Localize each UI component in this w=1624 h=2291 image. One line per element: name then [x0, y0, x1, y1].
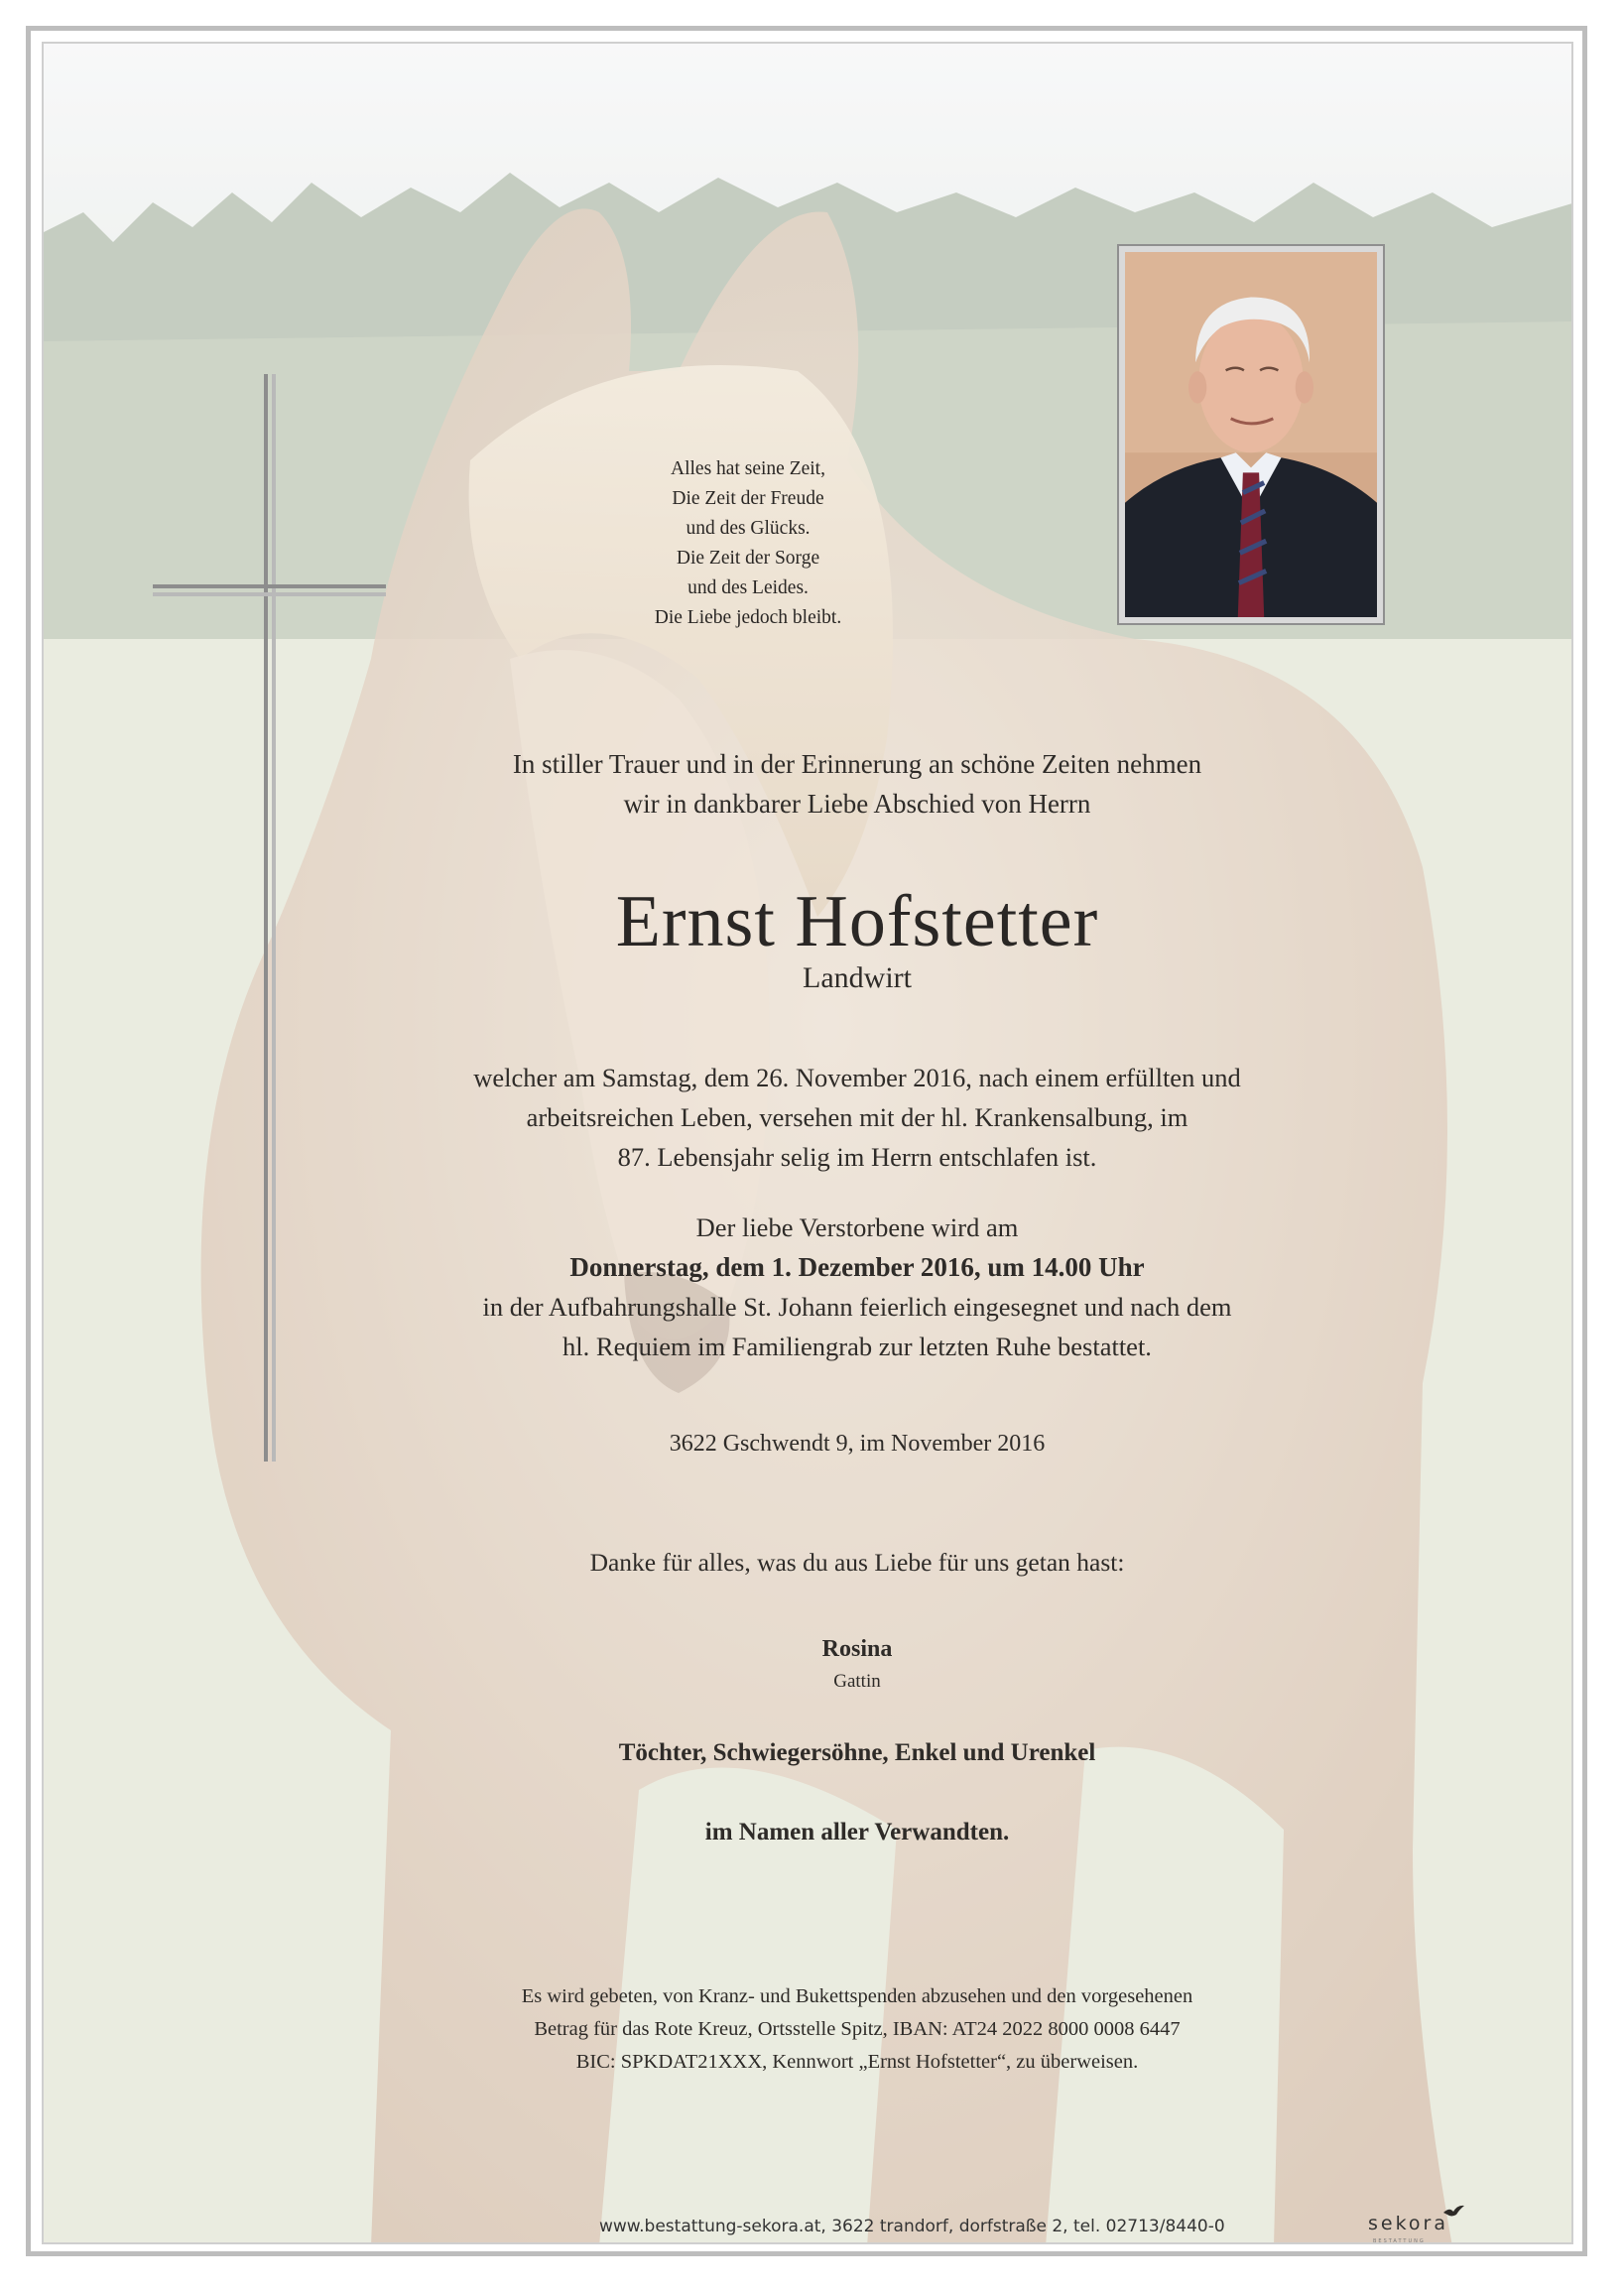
donation-request	[341, 1980, 1373, 2079]
poem-line: und des Leides.	[687, 577, 809, 598]
thanks-line: Danke für alles, was du aus Liebe für uns getan hast:	[589, 1548, 1125, 1577]
sekora-logo: sekora	[1368, 2213, 1448, 2234]
relatives-mourners: im Namen aller Verwandten.	[704, 1819, 1010, 1846]
ceremony-burial: hl. Requiem im Familiengrab zur letzten Ruhe bestattet.	[562, 1332, 1152, 1361]
poem-line: Die Zeit der Freude	[672, 488, 824, 509]
death-notice-line: arbeitsreichen Leben, versehen mit der hl. Krankensalbung, im	[526, 1102, 1188, 1132]
ceremony-date: Donnerstag, dem 1. Dezember 2016, um 14.00 Uhr	[569, 1252, 1145, 1282]
donation-line: BIC: SPKDAT21XXX, Kennwort „Ernst Hofstetter“, zu überweisen.	[575, 2051, 1139, 2073]
bird-icon	[1441, 2203, 1465, 2221]
death-notice-line: 87. Lebensjahr selig im Herrn entschlafen ist.	[617, 1142, 1097, 1172]
cross-horizontal-bar-shadow	[153, 592, 386, 596]
donation-line: Betrag für das Rote Kreuz, Ortsstelle Spitz, IBAN: AT24 2022 8000 0008 6447	[534, 2018, 1181, 2040]
cross-horizontal-bar	[153, 584, 386, 588]
deceased-name: Ernst Hofstetter	[615, 881, 1099, 962]
poem-line: Die Zeit der Sorge	[676, 548, 820, 569]
intro-text	[341, 744, 1373, 824]
sekora-logo-subtitle: BESTATTUNG	[1373, 2238, 1426, 2244]
family-mourners: Töchter, Schwiegersöhne, Enkel und Urenkel	[618, 1739, 1096, 1766]
poem	[560, 454, 937, 633]
place-date: 3622 Gschwendt 9, im November 2016	[669, 1431, 1046, 1457]
poem-line: Alles hat seine Zeit,	[671, 458, 825, 479]
death-notice-text	[341, 1058, 1373, 1177]
poem-line: und des Glücks.	[686, 518, 811, 539]
intro-line: wir in dankbarer Liebe Abschied von Herrn	[623, 789, 1091, 819]
footer-contact: www.bestattung-sekora.at, 3622 trandorf, dorfstraße 2, tel. 02713/8440-0	[599, 2217, 1225, 2236]
notice-panel	[42, 42, 1573, 2244]
donation-line: Es wird gebeten, von Kranz- und Bukettspenden abzusehen und den vorgesehenen	[521, 1985, 1193, 2007]
death-notice-line: welcher am Samstag, dem 26. November 2016, nach einem erfüllten und	[473, 1063, 1241, 1092]
deceased-profession: Landwirt	[803, 961, 912, 994]
ceremony-text	[341, 1208, 1373, 1366]
intro-line: In stiller Trauer und in der Erinnerung an schöne Zeiten nehmen	[512, 749, 1202, 779]
cross-vertical-bar-shadow	[272, 374, 276, 1462]
wife-role: Gattin	[833, 1671, 881, 1692]
wife-name: Rosina	[821, 1636, 893, 1662]
cross-vertical-bar	[264, 374, 268, 1462]
portrait-image	[1125, 252, 1377, 617]
poem-line: Die Liebe jedoch bleibt.	[654, 607, 842, 628]
portrait-photo	[1117, 244, 1385, 625]
ceremony-intro: Der liebe Verstorbene wird am	[695, 1212, 1019, 1242]
ceremony-location: in der Aufbahrungshalle St. Johann feierlich eingesegnet und nach dem	[482, 1292, 1232, 1322]
